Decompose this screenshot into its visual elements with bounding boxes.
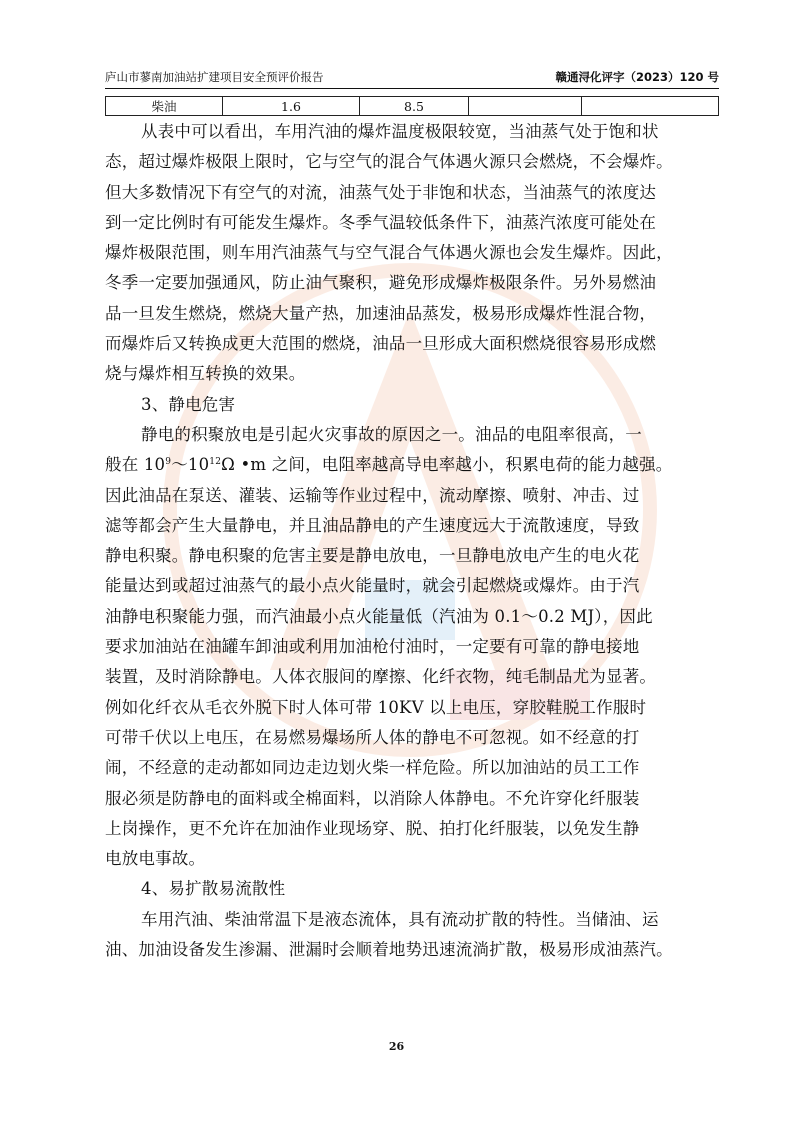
text-line: 从表中可以看出，车用汽油的爆炸温度极限较宽，当油蒸气处于饱和状 bbox=[141, 122, 659, 141]
text-line: 能量达到或超过油蒸气的最小点火能量时，就会引起燃烧或爆炸。由于汽 bbox=[105, 576, 640, 596]
text-line: 而爆炸后又转换成更大范围的燃烧，油品一旦形成大面积燃烧很容易形成燃 bbox=[105, 334, 657, 354]
text-line: 滤等都会产生大量静电，并且油品静电的产生速度远大于流散速度，导致 bbox=[105, 515, 640, 535]
text-line: 爆炸极限范围，则车用汽油蒸气与空气混合气体遇火源也会发生爆炸。因此， bbox=[105, 243, 673, 263]
header-rule bbox=[105, 88, 719, 89]
text-line: 装置，及时消除静电。人体衣服间的摩擦、化纤衣物，纯毛制品尤为显著。 bbox=[105, 667, 657, 687]
table-cell: 柴油 bbox=[106, 97, 223, 116]
body-text bbox=[105, 117, 722, 965]
page-header bbox=[105, 67, 719, 87]
text-line: 冬季一定要加强通风，防止油气聚积，避免形成爆炸极限条件。另外易燃油 bbox=[105, 273, 657, 293]
text-line: 例如化纤衣从毛衣外脱下时人体可带 10KV 以上电压，穿胶鞋脱工作服时 bbox=[105, 697, 647, 717]
report-number: 赣通浔化评字（2023）120 号 bbox=[555, 70, 719, 84]
section-heading: 4、易扩散易流散性 bbox=[141, 879, 286, 899]
text-line: 静电积聚。静电积聚的危害主要是静电放电，一旦静电放电产生的电火花 bbox=[105, 546, 640, 566]
data-table bbox=[105, 96, 719, 116]
report-title: 庐山市蓼南加油站扩建项目安全预评价报告 bbox=[105, 70, 324, 84]
superscript: 12 bbox=[209, 457, 222, 468]
text-line: 因此油品在泵送、灌装、运输等作业过程中，流动摩擦、喷射、冲击、过 bbox=[105, 485, 640, 505]
table-cell bbox=[582, 97, 719, 116]
text-line: 闹，不经意的走动都如同边走边划火柴一样危险。所以加油站的员工工作 bbox=[105, 758, 640, 778]
text-line: 态，超过爆炸极限上限时，它与空气的混合气体遇火源只会燃烧，不会爆炸。 bbox=[105, 152, 673, 172]
text-line: 到一定比例时有可能发生爆炸。冬季气温较低条件下，油蒸汽浓度可能处在 bbox=[105, 212, 657, 232]
text-line: 但大多数情况下有空气的对流，油蒸气处于非饱和状态，当油蒸气的浓度达 bbox=[105, 182, 657, 202]
text-line bbox=[105, 450, 722, 480]
text-line: 油静电积聚能力强，而汽油最小点火能量低（汽油为 0.1～0.2 MJ），因此 bbox=[105, 606, 653, 626]
text-line: 品一旦发生燃烧，燃烧大量产热，加速油品蒸发，极易形成爆炸性混合物， bbox=[105, 303, 657, 323]
table-cell bbox=[469, 97, 582, 116]
text-fragment: 般在 10 bbox=[105, 455, 166, 475]
table-row bbox=[106, 97, 719, 116]
text-line: 要求加油站在油罐车卸油或利用加油枪付油时，一定要有可靠的静电接地 bbox=[105, 637, 640, 657]
text-line: 可带千伏以上电压，在易燃易爆场所人体的静电不可忽视。如不经意的打 bbox=[105, 727, 640, 747]
page-number: 26 bbox=[388, 1040, 405, 1053]
superscript: 9 bbox=[165, 457, 172, 468]
text-line: 油、加油设备发生渗漏、泄漏时会顺着地势迅速流淌扩散，极易形成油蒸汽。 bbox=[105, 940, 673, 960]
text-line: 服必须是防静电的面料或全棉面料，以消除人体静电。不允许穿化纤服装 bbox=[105, 788, 640, 808]
text-fragment: Ω •m 之间，电阻率越高导电率越小，积累电荷的能力越强。 bbox=[221, 455, 673, 475]
text-line: 电放电事故。 bbox=[105, 849, 206, 869]
section-heading: 3、静电危害 bbox=[141, 394, 236, 414]
text-line: 上岗操作，更不允许在加油作业现场穿、脱、拍打化纤服装，以免发生静 bbox=[105, 818, 640, 838]
text-fragment: ～10 bbox=[171, 455, 210, 475]
text-line: 静电的积聚放电是引起火灾事故的原因之一。油品的电阻率很高，一 bbox=[141, 424, 642, 444]
text-line: 车用汽油、柴油常温下是液态流体，具有流动扩散的特性。当储油、运 bbox=[141, 909, 659, 929]
text-line: 烧与爆炸相互转换的效果。 bbox=[105, 364, 306, 384]
table-cell: 1.6 bbox=[223, 97, 360, 116]
table-cell: 8.5 bbox=[360, 97, 469, 116]
